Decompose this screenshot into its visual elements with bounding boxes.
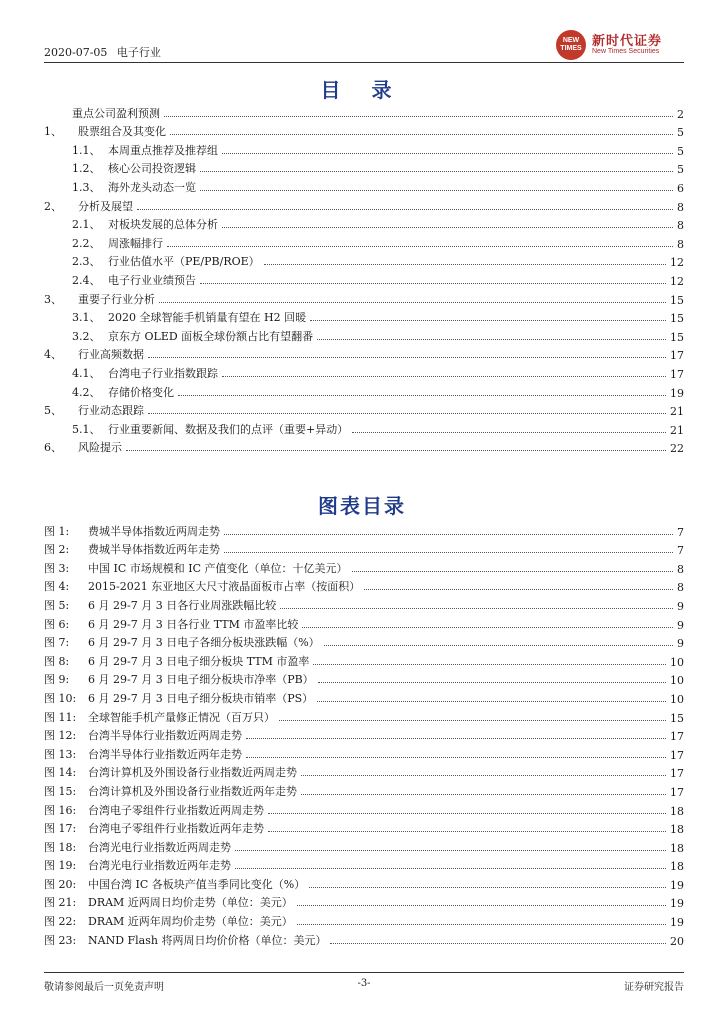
toc-entry-page: 6 [677,181,684,195]
toc-entry-number: 4.2、 [72,385,101,399]
logo-mark: NEW TIMES [556,30,586,60]
leader-dots [309,887,666,888]
figure-entry-label [44,671,316,687]
toc-entry-label [72,253,262,269]
figure-entry[interactable] [44,836,684,855]
leader-dots [137,209,673,210]
figure-entry-text: 台湾电子零组件行业指数近两年走势 [88,822,264,836]
figure-entry-label [44,783,299,799]
leader-dots [159,302,666,303]
figure-entry[interactable] [44,743,684,762]
figure-entry-number: 图 22: [44,915,77,929]
toc-entry-label [72,309,308,325]
figure-entry-label [44,764,299,780]
toc-entry-text: 台湾电子行业指数跟踪 [108,366,218,380]
leader-dots [268,831,666,832]
figure-entry-text: 费城半导体指数近两年走势 [88,543,220,557]
toc-entry[interactable] [44,176,684,195]
figure-entry[interactable] [44,687,684,706]
toc-entry-text: 重要子行业分析 [78,292,155,306]
leader-dots [352,432,666,433]
figure-entry-page: 7 [677,544,684,558]
figure-entry-page: 17 [670,748,684,762]
toc-entry-text: 核心公司投资逻辑 [108,162,196,176]
toc-entry-label [44,105,162,121]
figure-entry[interactable] [44,539,684,558]
leader-dots [224,534,673,535]
toc-entry-number: 2、 [44,199,62,213]
toc-entry[interactable] [44,232,684,251]
figure-entry-text: 6 月 29-7 月 3 日各行业 TTM 市盈率比较 [88,617,299,631]
figure-entry-label [44,932,328,948]
toc-entry-text: 对板块发展的总体分析 [108,218,218,232]
figure-entry-label [44,709,277,725]
figure-entry-number: 图 7: [44,636,70,650]
toc-entry[interactable] [44,139,684,158]
figure-entry-page: 18 [670,860,684,874]
toc-entry-page: 17 [670,367,684,381]
figure-entry-page: 10 [670,674,684,688]
leader-dots [246,757,666,758]
leader-dots [268,813,666,814]
figure-entry-page: 17 [670,767,684,781]
toc-entry[interactable] [44,362,684,381]
figure-entry-page: 7 [677,525,684,539]
toc-entry-page: 5 [677,144,684,158]
toc-entry-label [44,439,124,455]
figure-entry-label [44,802,266,818]
figure-entry-text: 台湾电子零组件行业指数近两周走势 [88,803,264,817]
figure-entry-number: 图 15: [44,784,77,798]
toc-entry[interactable] [44,251,684,270]
figure-entry-number: 图 18: [44,840,77,854]
figure-entry-page: 9 [677,618,684,632]
toc-entry[interactable] [44,325,684,344]
leader-dots [200,283,666,284]
toc-entry-label [44,123,168,139]
toc-entry-label [72,160,198,176]
figure-entry-number: 图 13: [44,747,77,761]
figure-entry-label [44,616,300,632]
toc-entry-page: 22 [670,442,684,456]
toc-entry-number: 6、 [44,441,62,455]
figure-entry[interactable] [44,762,684,781]
leader-dots [301,794,666,795]
leader-dots [235,850,666,851]
figure-entry-page: 8 [677,562,684,576]
leader-dots [200,171,673,172]
figure-entry-label [44,820,266,836]
page-number: -3- [357,978,371,989]
figure-entry-number: 图 3: [44,561,70,575]
figure-entry-text: 费城半导体指数近两周走势 [88,524,220,538]
figure-entry-text: DRAM 近两年周均价走势（单位：美元） [88,915,293,929]
footer-disclaimer: 敬请参阅最后一页免责声明 [44,982,164,993]
toc-entry-page: 15 [670,330,684,344]
figure-entry-text: NAND Flash 将两周日均价价格（单位：美元） [88,933,327,947]
toc-entry-page: 17 [670,349,684,363]
leader-dots [318,682,666,683]
figure-entry-text: DRAM 近两周日均价走势（单位：美元） [88,896,293,910]
toc-entry-label [72,216,220,232]
figure-entry-number: 图 4: [44,580,70,594]
toc-entry-text: 行业动态跟踪 [78,404,144,418]
figure-entry-label [44,746,244,762]
toc-entry-label [44,198,135,214]
figure-entry[interactable] [44,669,684,688]
toc-entry-text: 周涨幅排行 [108,236,163,250]
figure-entry-page: 8 [677,581,684,595]
toc-entry-text: 股票组合及其变化 [78,125,166,139]
figure-entry-page: 19 [670,916,684,930]
leader-dots [317,701,666,702]
figure-entry-page: 10 [670,655,684,669]
toc-entry[interactable] [44,102,684,121]
figure-entry[interactable] [44,818,684,837]
leader-dots [164,116,673,117]
toc-entry-page: 12 [670,256,684,270]
toc-entry[interactable] [44,158,684,177]
figure-entry-label [44,857,233,873]
leader-dots [330,943,666,944]
leader-dots [280,608,673,609]
toc-entry[interactable] [44,195,684,214]
figure-entry-label [44,727,244,743]
toc-entry-text: 存储价格变化 [108,385,174,399]
figure-entry-number: 图 12: [44,729,77,743]
figure-list [44,520,684,948]
figure-entry-page: 18 [670,804,684,818]
toc-entry-page: 21 [670,405,684,419]
figure-entry-label [44,839,233,855]
figure-entry-text: 全球智能手机产量修正情况（百万只） [88,710,275,724]
figure-entry-number: 图 11: [44,710,77,724]
figure-entry-text: 6 月 29-7 月 3 日电子细分板块市销率（PS） [88,691,314,705]
figure-entry-text: 台湾半导体行业指数近两年走势 [88,747,242,761]
toc-entry[interactable] [44,269,684,288]
toc-entry-page: 15 [670,312,684,326]
figure-entry[interactable] [44,929,684,948]
toc-entry-text: 行业估值水平（PE/PB/ROE） [108,255,260,269]
figure-entry-label [44,560,350,576]
figure-entry-page: 15 [670,711,684,725]
toc-entry-label [72,365,220,381]
leader-dots [317,339,666,340]
leader-dots [222,153,673,154]
toc-entry-number: 3、 [44,292,62,306]
figure-entry-number: 图 10: [44,691,77,705]
figure-entry-text: 台湾计算机及外围设备行业指数近两年走势 [88,784,297,798]
figure-entry-page: 20 [670,934,684,948]
figure-entry-text: 6 月 29-7 月 3 日电子细分板块 TTM 市盈率 [88,654,310,668]
toc-entry-label [72,179,198,195]
toc-entry-label [72,384,176,400]
header-info [44,44,167,60]
figure-entry[interactable] [44,706,684,725]
figure-entry[interactable] [44,892,684,911]
toc-title: 目 录 [320,78,404,102]
figure-entry[interactable] [44,576,684,595]
leader-dots [170,134,673,135]
leader-dots [301,775,666,776]
toc-entry-number: 1.3、 [72,180,101,194]
leader-dots [279,720,666,721]
figure-entry-number: 图 20: [44,877,77,891]
toc-entry[interactable] [44,400,684,419]
toc-entry-page: 8 [677,200,684,214]
toc-entry-text: 电子行业业绩预告 [108,273,196,287]
leader-dots [297,924,666,925]
figure-entry-label [44,597,278,613]
leader-dots [148,357,666,358]
leader-dots [200,190,673,191]
toc-entry-page: 2 [677,107,684,121]
page-footer [44,978,684,992]
figure-entry-text: 台湾半导体行业指数近两周走势 [88,729,242,743]
logo-english-name: New Times Securities [592,48,660,55]
leader-dots [310,320,666,321]
toc-entry-text: 海外龙头动态一览 [108,180,196,194]
toc-entry-page: 12 [670,274,684,288]
leader-dots [222,227,673,228]
leader-dots [235,868,666,869]
toc-entry-page: 19 [670,386,684,400]
toc-entry-text: 行业重要新闻、数据及我们的点评（重要+异动） [108,422,349,436]
figure-entry-label [44,690,315,706]
toc-entry-number: 5、 [44,404,62,418]
toc-entry-page: 5 [677,126,684,140]
toc-entry-text: 分析及展望 [78,199,133,213]
figure-entry-text: 台湾光电行业指数近两年走势 [88,859,231,873]
toc-entry-text: 重点公司盈利预测 [72,106,160,120]
figure-entry[interactable] [44,910,684,929]
figure-entry-page: 19 [670,878,684,892]
footer-divider [44,972,684,973]
figure-entry-label [44,894,295,910]
toc-list [44,102,684,455]
toc-entry-text: 2020 全球智能手机销量有望在 H2 回暖 [108,311,307,325]
toc-entry[interactable] [44,418,684,437]
figure-entry-label [44,653,311,669]
figure-entry[interactable] [44,873,684,892]
figure-entry-text: 台湾计算机及外围设备行业指数近两周走势 [88,766,297,780]
toc-entry[interactable] [44,214,684,233]
figure-entry-number: 图 17: [44,822,77,836]
toc-entry-number: 4.1、 [72,366,101,380]
report-category: 电子行业 [116,46,161,59]
leader-dots [297,905,666,906]
toc-entry-page: 8 [677,219,684,233]
toc-entry-page: 5 [677,163,684,177]
figure-entry-number: 图 8: [44,654,70,668]
figure-entry-page: 9 [677,637,684,651]
figure-entry-page: 9 [677,599,684,613]
toc-entry-label [72,272,198,288]
toc-entry-text: 京东方 OLED 面板全球份额占比有望翻番 [108,329,314,343]
figure-entry-label [44,523,222,539]
toc-entry[interactable] [44,381,684,400]
logo-chinese-name: 新时代证券 [592,34,663,49]
figure-entry-number: 图 21: [44,896,77,910]
toc-entry-text: 行业高频数据 [78,348,144,362]
figure-entry[interactable] [44,557,684,576]
figure-entry[interactable] [44,855,684,874]
toc-entry-label [44,346,146,362]
footer-report-type: 证券研究报告 [624,982,684,993]
leader-dots [364,589,673,590]
toc-entry-number: 2.3、 [72,255,101,269]
toc-entry-label [44,291,157,307]
toc-entry-text: 风险提示 [78,441,122,455]
figure-entry-label [44,913,295,929]
figure-entry-label [44,541,222,557]
report-date: 2020-07-05 [44,46,108,59]
toc-entry-number: 1.1、 [72,143,101,157]
toc-entry-number: 2.2、 [72,236,101,250]
leader-dots [352,571,673,572]
leader-dots [302,627,673,628]
toc-entry-label [72,421,350,437]
figure-entry-page: 18 [670,823,684,837]
figure-entry-number: 图 16: [44,803,77,817]
figure-entry-label [44,876,307,892]
figure-entry-text: 台湾光电行业指数近两周走势 [88,840,231,854]
figure-entry-text: 中国台湾 IC 各板块产值当季同比变化（%） [88,877,306,891]
company-logo [556,28,684,62]
figure-entry-label [44,578,362,594]
toc-entry-label [72,328,315,344]
leader-dots [222,376,666,377]
toc-entry[interactable] [44,307,684,326]
figure-entry[interactable] [44,613,684,632]
toc-entry-page: 8 [677,237,684,251]
leader-dots [178,395,666,396]
toc-entry-number: 5.1、 [72,422,101,436]
figure-entry-number: 图 19: [44,859,77,873]
figure-entry-label [44,634,322,650]
leader-dots [126,450,666,451]
leader-dots [167,246,673,247]
toc-entry[interactable] [44,437,684,456]
figure-entry-number: 图 6: [44,617,70,631]
figure-entry[interactable] [44,725,684,744]
toc-entry[interactable] [44,288,684,307]
toc-entry-label [72,235,165,251]
toc-entry-number: 4、 [44,348,62,362]
figure-entry[interactable] [44,780,684,799]
figure-entry[interactable] [44,520,684,539]
figure-entry-text: 6 月 29-7 月 3 日各行业周涨跌幅比较 [88,598,277,612]
figure-entry-page: 18 [670,841,684,855]
figure-entry-text: 2015-2021 东亚地区大尺寸液晶面板市占率（按面积） [88,580,361,594]
figure-entry-page: 17 [670,730,684,744]
toc-entry-number: 2.4、 [72,273,101,287]
figure-entry[interactable] [44,594,684,613]
leader-dots [224,552,673,553]
toc-entry-number: 3.1、 [72,311,101,325]
figure-entry-number: 图 14: [44,766,77,780]
toc-entry-number: 3.2、 [72,329,101,343]
figure-entry-number: 图 1: [44,524,70,538]
leader-dots [324,645,673,646]
figure-entry-page: 10 [670,692,684,706]
leader-dots [246,738,666,739]
figure-list-title: 图表目录 [318,494,406,518]
figure-entry-text: 6 月 29-7 月 3 日电子各细分板块涨跌幅（%） [88,636,320,650]
figure-entry-page: 19 [670,897,684,911]
figure-entry[interactable] [44,799,684,818]
leader-dots [313,664,666,665]
toc-entry-number: 1.2、 [72,162,101,176]
figure-entry-number: 图 9: [44,673,70,687]
toc-entry[interactable] [44,121,684,140]
toc-entry-label [44,402,146,418]
leader-dots [148,413,666,414]
figure-entry-number: 图 23: [44,933,77,947]
toc-entry-label [72,142,220,158]
toc-entry-number: 2.1、 [72,218,101,232]
figure-entry-number: 图 5: [44,598,70,612]
leader-dots [264,264,666,265]
figure-entry[interactable] [44,650,684,669]
figure-entry[interactable] [44,632,684,651]
figure-entry-text: 中国 IC 市场规模和 IC 产值变化（单位：十亿美元） [88,561,348,575]
toc-entry[interactable] [44,344,684,363]
header-divider [44,62,684,63]
figure-entry-page: 17 [670,785,684,799]
toc-entry-page: 15 [670,293,684,307]
toc-entry-text: 本周重点推荐及推荐组 [108,143,218,157]
toc-entry-page: 21 [670,423,684,437]
toc-entry-number: 1、 [44,125,62,139]
figure-entry-text: 6 月 29-7 月 3 日电子细分板块市净率（PB） [88,673,314,687]
figure-entry-number: 图 2: [44,543,70,557]
